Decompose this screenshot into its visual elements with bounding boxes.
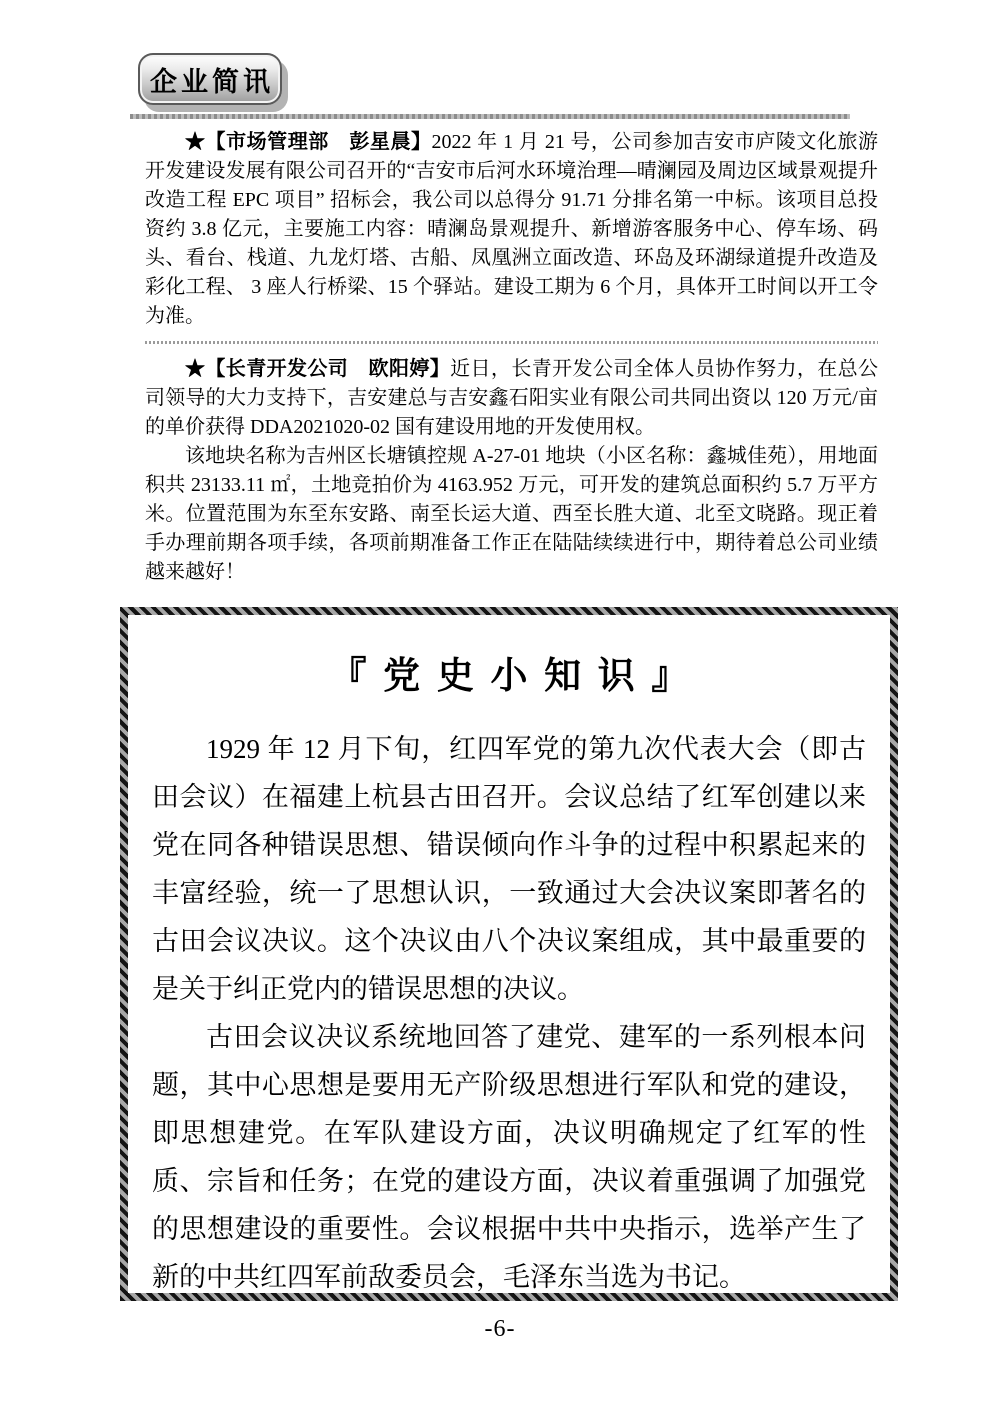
- news-item-market-dept: [145, 128, 878, 331]
- news-item-changqing-dev: [145, 355, 878, 587]
- news-byline: [185, 131, 432, 153]
- star-marker-icon: ★: [185, 358, 206, 380]
- news-byline: [185, 358, 450, 380]
- page-number: -6-: [484, 1316, 516, 1342]
- star-marker-icon: ★: [185, 131, 206, 153]
- news-byline-text: 【长青开发公司 欧阳婷】: [205, 358, 451, 380]
- header-rule: [130, 114, 850, 119]
- news-body-text: 近日，长青开发公司全体人员协作努力，在总公司领导的大力支持下，吉安建总与吉安鑫石阳实业有限公司共同出资以 120 万元/亩的单价获得 DDA2021020-02 国有建设用地的开发使用权。: [145, 358, 879, 438]
- box-title: 『党史小知识』: [329, 656, 706, 697]
- box-paragraph: 1929 年 12 月下旬，红四军党的第九次代表大会（即古田会议）在福建上杭县古田召开。会议总结了红军创建以来党在同各种错误思想、错误倾向作斗争的过程中积累起来的丰富经验，统一了思想认识，一致通过大会决议案即著名的古田会议决议。这个决议由八个决议案组成，其中最重要的是关于纠正党内的错误思想的决议。: [152, 734, 866, 1004]
- section-badge: [138, 53, 282, 105]
- news-paragraph: [145, 128, 878, 331]
- news-section: [145, 128, 878, 587]
- news-paragraph: 该地块名称为吉州区长塘镇控规 A-27-01 地块（小区名称：鑫城佳苑），用地面积共 23133.11 ㎡，土地竞拍价为 4163.952 万元，可开发的建筑总面积约 5.7 万平方米。位置范围为东至东安路、南至长运大道、西至长胜大道、北至文晓路。现正着手办理前期各项手续，各项前期准备工作正在陆陆续续进行中，期待着总公司业绩越来越好！: [145, 445, 878, 583]
- party-history-box: [120, 607, 898, 1301]
- news-body-text: 2022 年 1 月 21 号，公司参加吉安市庐陵文化旅游开发建设发展有限公司召开的“吉安市后河水环境治理—晴澜园及周边区域景观提升改造工程 EPC 项目” 招标会，我公司以总得分 91.71 分排名第一中标。该项目总投资约 3.8 亿元，主要施工内容：晴澜岛景观提升、新增游客服务中心、停车场、码头、看台、栈道、九龙灯塔、古船、凤凰洲立面改造、环岛及环湖绿道提升改造及彩化工程、 3 座人行桥梁、15 个驿站。建设工期为 6 个月，具体开工时间以开工令为准。: [145, 131, 879, 327]
- news-paragraph: [145, 355, 878, 442]
- news-byline-text: 【市场管理部 彭星晨】: [205, 131, 432, 153]
- box-paragraph: 古田会议决议系统地回答了建党、建军的一系列根本问题，其中心思想是要用无产阶级思想进行军队和党的建设，即思想建党。在军队建设方面，决议明确规定了红军的性质、宗旨和任务；在党的建设方面，决议着重强调了加强党的思想建设的重要性。会议根据中共中央指示，选举产生了新的中共红四军前敌委员会，毛泽东当选为书记。: [152, 1022, 866, 1292]
- section-badge-label: 企业简讯: [150, 66, 274, 97]
- news-divider: [145, 341, 878, 344]
